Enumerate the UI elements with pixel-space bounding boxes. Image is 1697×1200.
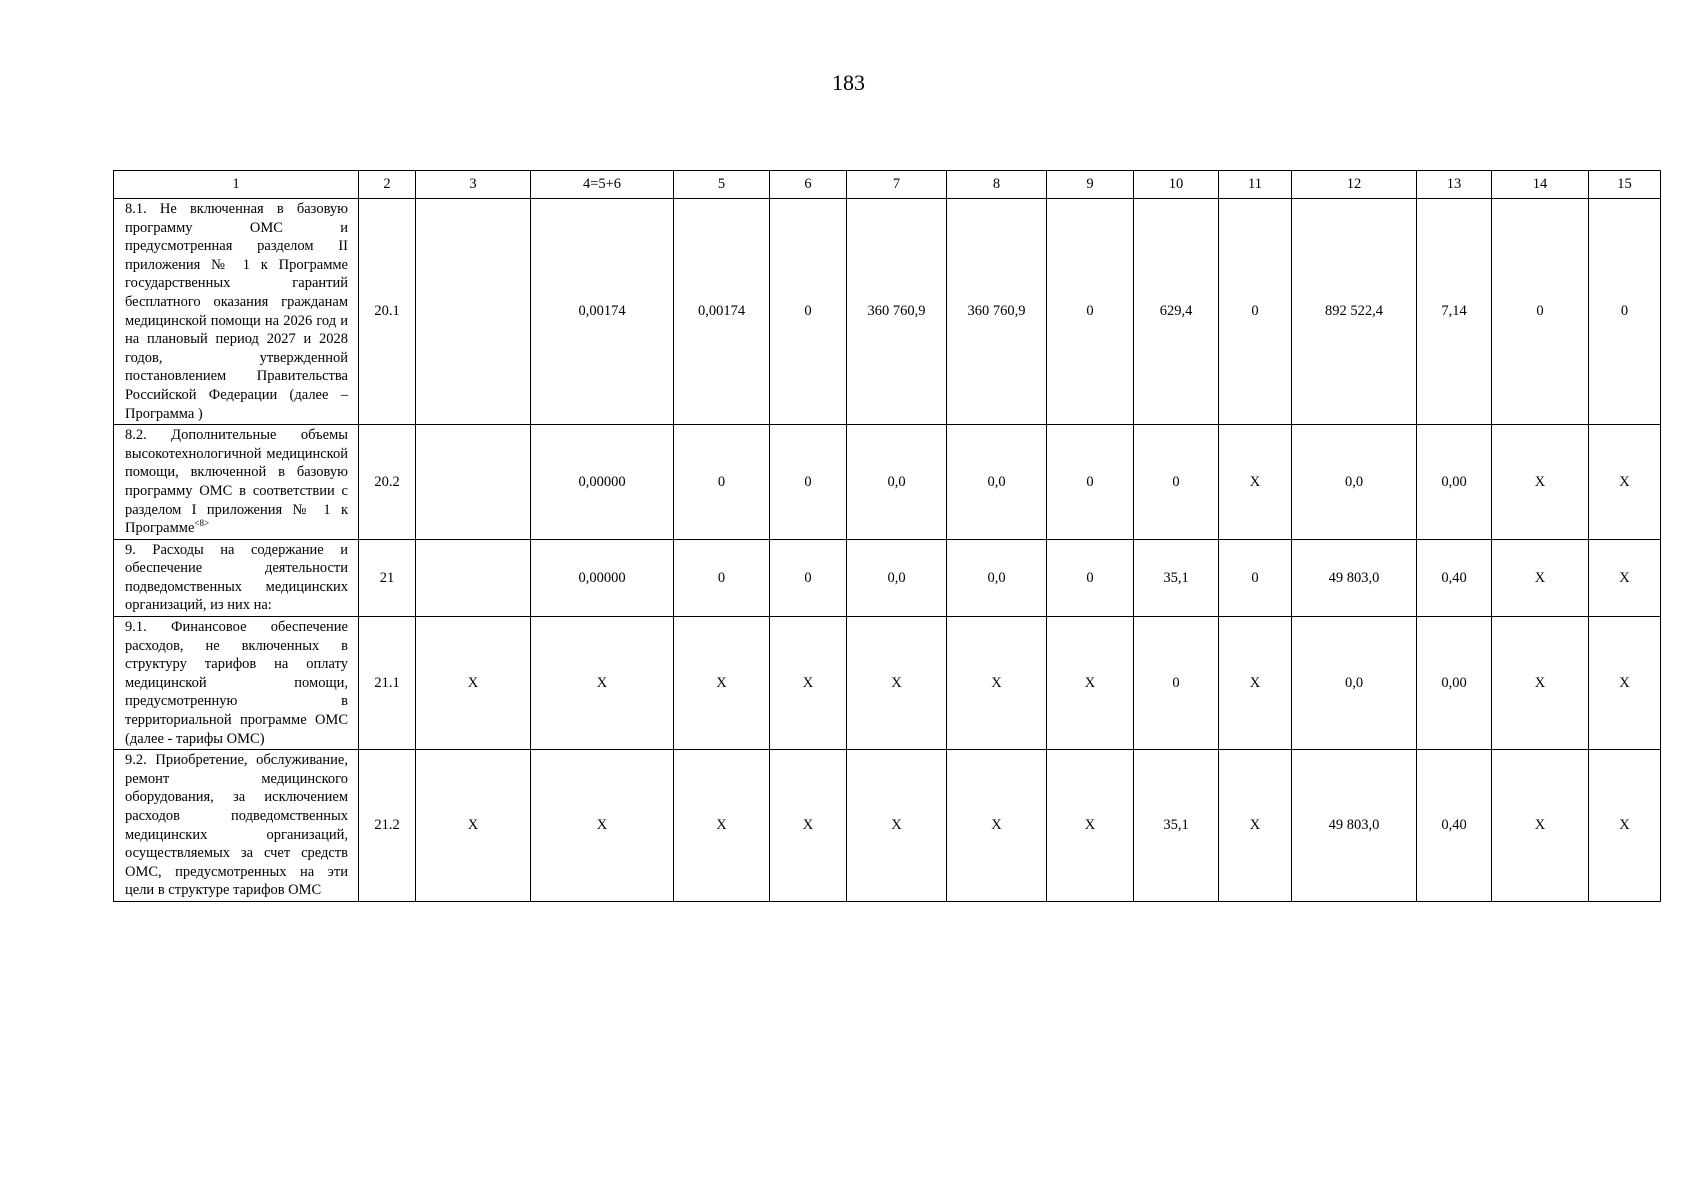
table-cell — [416, 425, 531, 540]
table-row — [114, 617, 1661, 750]
table-cell — [416, 539, 531, 616]
table-cell: X — [1492, 539, 1589, 616]
row-label — [114, 199, 359, 425]
column-header: 10 — [1134, 171, 1219, 199]
table-cell: 7,14 — [1417, 199, 1492, 425]
table-cell: X — [947, 750, 1047, 902]
table-cell: 0,00174 — [531, 199, 674, 425]
table-cell: 0,0 — [947, 425, 1047, 540]
table-cell: 35,1 — [1134, 750, 1219, 902]
table-cell: X — [1589, 425, 1661, 540]
table-cell: 0 — [674, 425, 770, 540]
table-cell: 21 — [359, 539, 416, 616]
column-header: 13 — [1417, 171, 1492, 199]
table-cell: X — [674, 750, 770, 902]
column-header: 5 — [674, 171, 770, 199]
table-cell: 0 — [770, 425, 847, 540]
table-cell: X — [1589, 539, 1661, 616]
table-cell: 0 — [1047, 539, 1134, 616]
table-cell: X — [1219, 750, 1292, 902]
table-cell — [416, 199, 531, 425]
column-header: 9 — [1047, 171, 1134, 199]
table-cell: 21.1 — [359, 617, 416, 750]
table-cell: X — [770, 617, 847, 750]
table-cell: X — [1492, 750, 1589, 902]
table-cell: X — [1219, 425, 1292, 540]
row-label-text: 8.2. Дополнительные объемы высокотехнологичной медицинской помощи, включенной в базовую программу ОМС в соответствии с разделом I приложения № 1 к Программе — [125, 427, 348, 537]
row-label — [114, 539, 359, 616]
table-cell: 0,00000 — [531, 425, 674, 540]
table-cell: 0,0 — [1292, 617, 1417, 750]
table-row — [114, 539, 1661, 616]
table-cell: 0 — [770, 539, 847, 616]
row-label-text: 8.1. Не включенная в базовую программу ОМС и предусмотренная разделом II приложения № 1 к Программе государственных гарантий бесплатного оказания гражданам медицинской помощи на 2026 год и на плановый период 2027 и 2028 годов, утвержденной постановлением Правительства Российской Федерации (далее – Программа ) — [125, 201, 348, 422]
table-cell: X — [1589, 750, 1661, 902]
table-cell: 0,0 — [947, 539, 1047, 616]
table-cell: 0,00174 — [674, 199, 770, 425]
table-cell: 0,0 — [1292, 425, 1417, 540]
row-label — [114, 425, 359, 540]
row-label-text: 9.2. Приобретение, обслуживание, ремонт медицинского оборудования, за исключением расходов подведомственных медицинских организаций, осуществляемых за счет средств ОМС, предусмотренных на эти цели в структуре тарифов ОМС — [125, 752, 348, 899]
table-cell: 0,40 — [1417, 539, 1492, 616]
table-cell: 0 — [1134, 617, 1219, 750]
table-cell: X — [531, 617, 674, 750]
table-cell: X — [770, 750, 847, 902]
table-cell: X — [416, 617, 531, 750]
table-cell: 0 — [1492, 199, 1589, 425]
table-cell: X — [1047, 617, 1134, 750]
table-cell: 21.2 — [359, 750, 416, 902]
table-cell: X — [1047, 750, 1134, 902]
page-number: 183 — [832, 70, 865, 95]
table-row — [114, 425, 1661, 540]
table-cell: 0,40 — [1417, 750, 1492, 902]
column-header: 8 — [947, 171, 1047, 199]
table-cell: 0 — [1219, 539, 1292, 616]
column-header: 15 — [1589, 171, 1661, 199]
table-cell: X — [1492, 617, 1589, 750]
table-cell: 0 — [1589, 199, 1661, 425]
table-cell: 49 803,0 — [1292, 750, 1417, 902]
table-cell: 0 — [1134, 425, 1219, 540]
table-cell: 360 760,9 — [847, 199, 947, 425]
table-cell: 360 760,9 — [947, 199, 1047, 425]
column-header: 11 — [1219, 171, 1292, 199]
table-cell: 0,0 — [847, 425, 947, 540]
table-cell: X — [847, 750, 947, 902]
table-cell: 20.2 — [359, 425, 416, 540]
column-header: 6 — [770, 171, 847, 199]
column-header: 4=5+6 — [531, 171, 674, 199]
table-cell: X — [847, 617, 947, 750]
table-cell: X — [416, 750, 531, 902]
column-header: 14 — [1492, 171, 1589, 199]
table-cell: 35,1 — [1134, 539, 1219, 616]
column-number-row — [114, 171, 1661, 199]
table-cell: 0,00 — [1417, 617, 1492, 750]
table-cell: 20.1 — [359, 199, 416, 425]
table-cell: X — [1589, 617, 1661, 750]
row-label-text: 9.1. Финансовое обеспечение расходов, не включенных в структуру тарифов на оплату медицинской помощи, предусмотренную в территориальной программе ОМС (далее - тарифы ОМС) — [125, 619, 348, 747]
column-header: 12 — [1292, 171, 1417, 199]
table-cell: 0 — [1047, 425, 1134, 540]
table-cell: 0,00 — [1417, 425, 1492, 540]
column-header: 2 — [359, 171, 416, 199]
footnote-reference: <8> — [194, 518, 210, 529]
column-header: 1 — [114, 171, 359, 199]
table-row — [114, 750, 1661, 902]
table-cell: 0 — [1047, 199, 1134, 425]
table-cell: X — [1219, 617, 1292, 750]
financing-table — [113, 170, 1661, 902]
column-header: 3 — [416, 171, 531, 199]
table-cell: X — [947, 617, 1047, 750]
table-cell: 49 803,0 — [1292, 539, 1417, 616]
table-cell: 892 522,4 — [1292, 199, 1417, 425]
column-header: 7 — [847, 171, 947, 199]
table-cell: X — [674, 617, 770, 750]
table-cell: 0 — [674, 539, 770, 616]
table-row — [114, 199, 1661, 425]
row-label — [114, 750, 359, 902]
table-cell: 0,0 — [847, 539, 947, 616]
table-cell: 0 — [1219, 199, 1292, 425]
table-cell: 629,4 — [1134, 199, 1219, 425]
table-cell: X — [531, 750, 674, 902]
row-label — [114, 617, 359, 750]
table-cell: 0 — [770, 199, 847, 425]
table-cell: X — [1492, 425, 1589, 540]
row-label-text: 9. Расходы на содержание и обеспечение деятельности подведомственных медицинских организаций, из них на: — [125, 541, 348, 614]
table-cell: 0,00000 — [531, 539, 674, 616]
